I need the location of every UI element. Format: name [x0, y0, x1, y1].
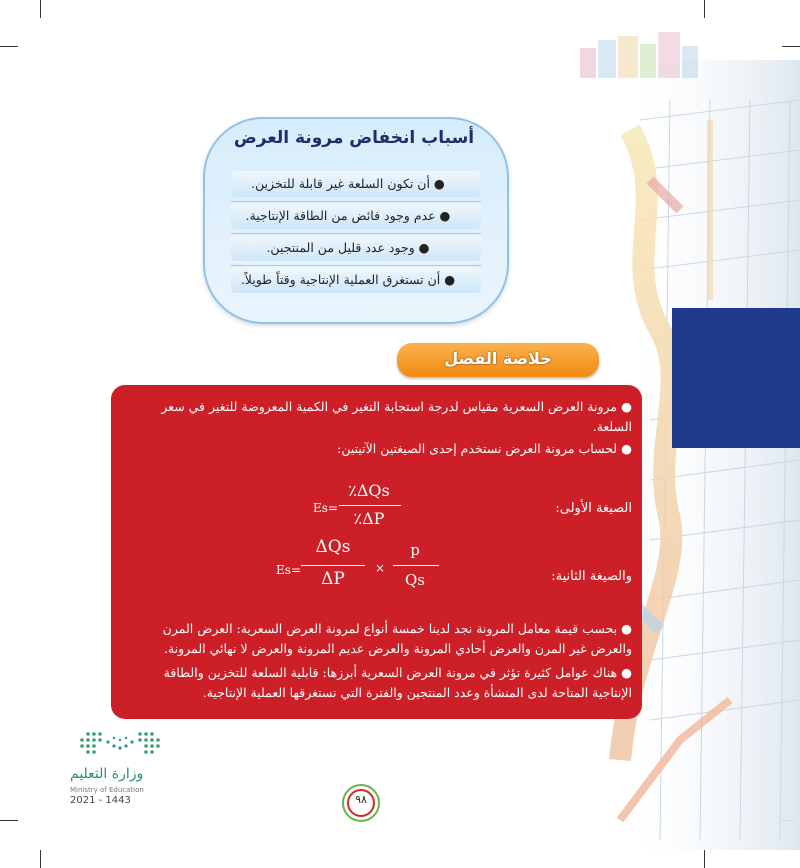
- crop-mark: [40, 850, 41, 868]
- formula-lhs: Es=: [313, 501, 338, 515]
- causes-title: أسباب انخفاض مرونة العرض: [233, 128, 475, 148]
- multiply-sign: ×: [375, 561, 386, 575]
- summary-paragraph: ● بحسب قيمة معامل المرونة نجد لدينا خمسة أنواع لمرونة العرض السعرية: العرض المرن: [162, 621, 632, 636]
- summary-heading: خلاصة الفصل: [444, 349, 552, 368]
- page-number: ٩٨: [355, 793, 367, 806]
- ministry-year: 2021 - 1443: [70, 795, 131, 806]
- formula-lhs: Es=: [276, 563, 301, 577]
- cause-item: ● عدم وجود فائض من الطاقة الإنتاجية.: [245, 208, 451, 223]
- divider: [231, 265, 481, 266]
- cause-item: ● أن تكون السلعة غير قابلة للتخزين.: [251, 176, 445, 191]
- fraction-bar: [301, 565, 365, 566]
- formula-denominator: ΔP: [321, 569, 345, 589]
- crop-mark: [0, 820, 18, 821]
- divider: [231, 233, 481, 234]
- divider: [231, 201, 481, 202]
- formula-numerator: p: [410, 541, 420, 559]
- summary-paragraph: والعرض غير المرن والعرض أحادي المرونة والعرض عديم المرونة والعرض لا نهائي المرونة.: [164, 641, 632, 656]
- formula-label: والصيغة الثانية:: [551, 569, 632, 584]
- fraction-bar: [393, 565, 439, 566]
- ministry-name-en: Ministry of Education: [70, 786, 144, 794]
- summary-paragraph: ● هناك عوامل كثيرة تؤثر في مرونة العرض السعرية أبرزها: قابلية السلعة للتخزين والطاقة: [163, 665, 632, 680]
- summary-panel: [111, 385, 642, 719]
- ministry-name-ar: وزارة التعليم: [70, 766, 144, 782]
- crop-mark: [0, 46, 18, 47]
- formula-label: الصيغة الأولى:: [555, 501, 632, 516]
- summary-paragraph: ● مرونة العرض السعرية مقياس لدرجة استجابة التغير في الكمية المعروضة للتغير في سعر: [161, 399, 632, 414]
- crop-mark: [40, 0, 41, 18]
- formula-numerator: ΔQs: [315, 537, 351, 557]
- summary-paragraph: الإنتاجية المتاحة لدى المنشأة وعدد المنتجين والفترة التي تستغرقها العملية الإنتاجية.: [202, 685, 632, 700]
- summary-paragraph: ● لحساب مرونة العرض نستخدم إحدى الصيغتين الآتيتين:: [337, 441, 632, 456]
- formula-denominator: ٪ΔP: [353, 509, 385, 528]
- logo-dots-icon: [70, 728, 170, 762]
- fraction-bar: [339, 505, 401, 506]
- cause-item: ● وجود عدد قليل من المنتجين.: [266, 240, 430, 255]
- cause-item: ● أن تستغرق العملية الإنتاجية وقتاً طويلاً.: [240, 272, 456, 287]
- summary-paragraph: السلعة.: [592, 419, 632, 434]
- ministry-logo: [70, 728, 170, 768]
- causes-box: [203, 117, 509, 324]
- formula-denominator: Qs: [405, 571, 425, 589]
- formula-numerator: ٪ΔQs: [348, 481, 390, 500]
